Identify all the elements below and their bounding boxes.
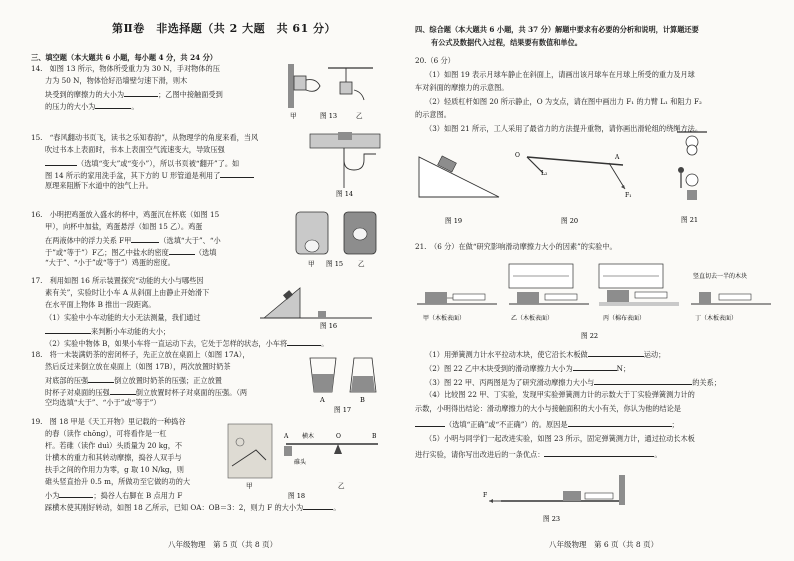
right-page: 四、综合题（本大题共 6 小题，共 37 分）解题中要求有必要的分析和说明，计算题还要 有公式及数据代入过程，结果要有数值和单位。 20.（6 分） （1）如图 19 表示月球车静止在斜面上，请画出该月球车在月球上所受的重力及月球 车对斜面的摩擦力的示意图。 （2）轻质杠杆如图 20 所示静止，O 为支点，请在图中画出力 F₁ 的力臂 L₁ 和阻力 F₂ 的示意图。 （3）如图 21 所示，工人采用了最省力的方法提升重物，请你画出滑轮组的绕绳方法。 图 19 O L₂ A F₁ 图 20 图 21 21. （6 分）在做“研究影响滑动摩擦力大小的因素”的实验中。 竖直切去一半的木块 甲（木板表面） 乙（木板表面） 丙（棉布表面） 丁（木板表面） 图 22 （1）用弹簧测力计水平拉动木块，使它沿长木板做 运动； （2）图 22 乙中木块受到的滑动摩擦力大小为 N； （3）图 22 甲、丙两图是为了研究滑动摩擦力大小与 的关系； （4）比较图 22 甲、丁实验，发现甲实验弹簧测力计的示数大于丁实验弹簧测力计的 示数，小明得出结论：滑动摩擦力的大小与接触面积的大小有关，你认为他的结论是 （选填“正确”或“不正确”）的。原因是 ； （5）小明与同学们一起改进实验，如图 23 所示，固定弹簧测力计，通过拉动长木板 进行实验，请你写出改进后的一条优点： 。 F 图 23 八年级物理 第 6 页（共 8 页） [397, 0, 794, 561]
spring-scale [635, 292, 667, 298]
point-o: O [515, 152, 520, 159]
q17-line: 。 [321, 339, 329, 348]
figure-23 [483, 465, 639, 525]
q15-blank-1[interactable] [45, 157, 77, 166]
q15-line: 吹过书本上表面时，书本上表面空气流速变大，导致压强 [45, 145, 225, 154]
q17-line: 来判断小车动能的大小； [91, 327, 171, 336]
q18-blank-2[interactable] [110, 386, 136, 395]
q14-line: 力为 50 N，物体恰好沿墙壁匀速下滑，则木 [45, 76, 188, 85]
q21-line: ； [671, 420, 679, 429]
figure-16 [260, 278, 380, 330]
figure-18 [226, 420, 386, 498]
fixed-pulley-2 [687, 145, 697, 155]
figure-22 [415, 256, 775, 346]
fig13-label-yi: 乙 [356, 112, 363, 120]
lever [527, 157, 623, 165]
q18-line: 对底部的压强 [45, 376, 89, 385]
q21-title: 21. （6 分）在做“研究影响滑动摩擦力大小的因素”的实验中。 [415, 242, 617, 251]
q18-line: 时杯子对桌面的压强 [45, 388, 110, 397]
label-f: F [483, 492, 488, 499]
caption-yi: 乙（木板表面） [511, 315, 554, 322]
q19-line: 小为 [45, 491, 60, 500]
q20-line: 车对斜面的摩擦力的示意图。 [415, 83, 509, 92]
wall [288, 64, 294, 108]
q15-line: 15. “春风翻动书页飞，读书之乐知春韵”，从物理学的角度来看，当风 [31, 133, 259, 142]
q17-line: 17. 利用如图 16 所示装置探究“动能的大小与哪些因 [31, 276, 204, 285]
fig20-label: 图 20 [561, 217, 579, 225]
figure-14 [308, 132, 383, 200]
q17-line: 在水平面上物体 B 推出一段距离。 [45, 300, 156, 309]
q16-line: 16. 小明把鸡蛋放入盛水的杯中，鸡蛋沉在杯底（如图 15 [31, 210, 220, 219]
q19-line: 踩横木使其刚好转动，如图 18 乙所示，已知 OA：OB＝3：2，则力 F 的大小为 [45, 503, 304, 512]
ancient-illustration [228, 424, 272, 478]
q21-blank-4[interactable] [415, 418, 445, 427]
figure-13 [278, 62, 378, 122]
force-f1 [609, 163, 625, 189]
figure-15 [290, 208, 390, 270]
left-page: 第Ⅱ卷 非选择题（共 2 大题 共 61 分） 三、填空题（本大题共 6 小题，每小题 4 分，共 24 分） 14. 如图 13 所示，物体所受重力为 30 N，手对物体的压 力为 50 N，物体恰好沿墙壁匀速下滑，则木 块受到的摩擦力的大小为 ；乙图中接触面受到 的压力的大小为 。 甲 图 13 乙 15. “春风翻动书页飞，读书之乐知春韵”，从物理学的角度来看，当风 吹过书本上表面时，书本上表面空气流速变大，导致压强 （选填“变大”或“变小”），所以书页被“翻开”了。如 图 14 所示的家用洗手盆，其下方的 U 形管道是利用了 原理来阻断下水道中的浊气上升。 图 14 16. 小明把鸡蛋放入盛水的杯中，鸡蛋沉在杯底（如图 15 甲），向杯中加盐，鸡蛋悬浮（如图 15 乙）。鸡蛋 在两液体中的浮力关系 F甲 （选填“大于”、“小 于”或“等于”）F乙；图乙中盐水的密度 （选填 “大于”、“小于”或“等于”）鸡蛋的密度。 甲 图 15 乙 17. 利用如图 16 所示装置探究“动能的大小与哪些因 素有关”，实验时让小车 A 从斜面上由静止开始滑下 在水平面上物体 B 推出一段距离。 （1）实验中小车动能的大小无法测量，我们通过 来判断小车动能的大小； （2）实验中物体 B，如果小车将一直运动下去，它处于怎样的状态，小车将 。 图 16 18. 将一未装满奶茶的密闭杯子，先正立放在桌面上（如图 17A）， 然后反过来倒立放在桌面上（如图 17B），两次放置时奶茶 对底部的压强 倒立放置时奶茶的压强；正立放置 时杯子对桌面的压强 倒立放置时杯子对桌面的压强。（两 空均选填“大于”、“小于”或“等于”） A 图 17 B 19. 图 18 甲是《天工开物》里记载的一种捣谷 的舂（读作 chōng），可将看作是一杠 杆。若碓（读作 duì）头质量为 20 kg，不 计横木的重力和其转动摩擦，捣谷人双手与 扶手之间的作用力为零，g 取 10 N/kg，则 碓头竖直抬升 0.5 m，所做功至它做的功的大 小为 ；捣谷人右脚在 B 点用力 F 踩横木使其刚好转动，如图 18 乙所示，已知 OA：OB＝3：2，则力 F 的大小为 。 A O B 横木 碓头 甲 图 18 乙 八年级物理 第 5 页（共 8 页） [0, 0, 397, 561]
q19-line: 19. 图 18 甲是《天工开物》里记载的一种捣谷 [31, 417, 186, 426]
q19-line: 杆。若碓（读作 duì）头质量为 20 kg，不 [45, 441, 183, 450]
q16-line: （选填 [194, 248, 217, 257]
q20-line: （2）轻质杠杆如图 20 所示静止，O 为支点，请在图中画出力 F₁ 的力臂 L₁ 和阻力 F₂ [425, 97, 702, 106]
section-title: 第Ⅱ卷 非选择题（共 2 大题 共 61 分） [112, 22, 337, 35]
q21-line: （1）用弹簧测力计水平拉动木块，使它沿长木板做 [425, 350, 588, 359]
q14-line: 的压力的大小为 [45, 102, 96, 111]
q18-line: 倒立放置时杯子对桌面的压强。（两 [135, 388, 248, 397]
arrow-head-icon [489, 499, 493, 503]
fig21-label: 图 21 [681, 216, 699, 224]
figure-19 [415, 145, 515, 225]
weight [687, 190, 697, 200]
slope [419, 157, 499, 197]
q21-blank-1[interactable] [588, 348, 644, 357]
fig17-label: 图 17 [334, 406, 352, 414]
point-a: A [615, 154, 620, 161]
point-a: A [284, 433, 289, 440]
q16-blank-1[interactable] [131, 234, 159, 243]
q21-line: 运动； [643, 350, 666, 359]
block-b [340, 82, 352, 94]
q15-line: 原理来阻断下水道中的浊气上升。 [45, 181, 153, 190]
q18-blank-1[interactable] [88, 374, 114, 383]
tea-a [312, 374, 334, 392]
block-b [318, 311, 326, 318]
ramp [264, 288, 300, 318]
point-b: B [372, 433, 377, 440]
fig18-label-yi: 乙 [338, 482, 345, 490]
hand-icon [354, 90, 364, 100]
q19-line: 扶手之间的作用力为零，g 取 10 N/kg，则 [45, 465, 184, 474]
tea-b [351, 376, 375, 392]
q21-line: 示数，小明得出结论：滑动摩擦力的大小与接触面积的大小有关，你认为他的结论是 [415, 404, 681, 413]
q21-line: （5）小明与同学们一起改进实验，如图 23 所示，固定弹簧测力计，通过拉动长木板 [425, 434, 695, 443]
q21-line: （2）图 22 乙中木块受到的滑动摩擦力大小为 [425, 364, 573, 373]
q18-line: 然后反过来倒立放在桌面上（如图 17B），两次放置时奶茶 [45, 362, 231, 371]
point-o: O [336, 433, 341, 440]
caption-ding: 丁（木板表面） [695, 315, 738, 322]
fig17-label-a: A [320, 396, 325, 404]
q16-line: 甲），向杯中加盐，鸡蛋悬浮（如图 15 乙）。鸡蛋 [45, 222, 203, 231]
q16-line: （选填“大于”、“小 [159, 236, 221, 245]
wall [619, 475, 625, 505]
cut-block-label: 竖直切去一半的木块 [693, 273, 748, 280]
half-block [699, 292, 711, 304]
q15-blank-2[interactable] [220, 169, 254, 178]
spring-scale [719, 294, 751, 300]
q19-line: 的舂（读作 chōng），可将看作是一杠 [45, 429, 167, 438]
fig14-label: 图 14 [336, 190, 354, 198]
fig23-label: 图 23 [543, 515, 561, 523]
fig13-label-jia: 甲 [290, 112, 297, 120]
fig15-label: 图 15 [326, 260, 344, 268]
q17-line: （1）实验中小车动能的大小无法测量，我们通过 [45, 313, 201, 322]
q21-blank-3[interactable] [594, 376, 692, 385]
q15-line: 图 14 所示的家用洗手盆，其下方的 U 形管道是利用了 [45, 171, 221, 180]
fig19-label: 图 19 [445, 217, 463, 225]
q15-line: （选填“变大”或“变小”），所以书页被“翻开”了。如 [77, 159, 240, 168]
wood-block [563, 491, 581, 501]
egg-jia [305, 240, 319, 252]
egg-yi [353, 228, 367, 240]
figure-20 [513, 145, 643, 225]
spring-scale [453, 294, 485, 300]
q18-line: 倒立放置时奶茶的压强；正立放置 [114, 376, 222, 385]
fig15-label-yi: 乙 [358, 260, 365, 268]
q19-line: 计横木的重力和其转动摩擦，捣谷人双手与 [45, 453, 182, 462]
faucet [338, 132, 352, 140]
part4-heading: 四、综合题（本大题共 6 小题，共 37 分）解题中要求有必要的分析和说明，计算题还要 [415, 25, 699, 34]
label-l2: L₂ [541, 170, 548, 177]
figure-21 [667, 130, 717, 225]
fig15-label-jia: 甲 [308, 260, 315, 268]
q20-line: （1）如图 19 表示月球车静止在斜面上，请画出该月球车在月球上所受的重力及月球 [425, 70, 695, 79]
q16-line: 于”或“等于”）F乙；图乙中盐水的密度 [45, 248, 169, 257]
q16-line: “大于”、“小于”或“等于”）鸡蛋的密度。 [45, 258, 175, 267]
q19-line: ；捣谷人右脚在 B 点用力 F [93, 491, 183, 500]
fig17-label-b: B [360, 396, 365, 404]
movable-pulley [686, 174, 698, 186]
label-pestle: 碓头 [294, 459, 307, 466]
fig18-label-jia: 甲 [246, 482, 253, 490]
q20-line: （3）如图 21 所示，工人采用了最省力的方法提升重物，请你画出滑轮组的绕绳方法。 [425, 124, 703, 133]
q19-blank-2[interactable] [303, 501, 333, 510]
footer: 八年级物理 第 6 页（共 8 页） [549, 540, 659, 549]
q14-line: 块受到的摩擦力的大小为 [45, 90, 125, 99]
u-pipe [344, 148, 376, 170]
fulcrum [334, 444, 342, 454]
pestle-head [284, 446, 292, 456]
q20-line: 的示意图。 [415, 110, 451, 119]
hand-icon [306, 80, 320, 92]
q17-line: 素有关”，实验时让小车 A 从斜面上由静止开始滑下 [45, 288, 210, 297]
caption-jia: 甲（木板表面） [423, 315, 466, 322]
wood-block [607, 290, 629, 302]
q17-blank-1[interactable] [45, 325, 91, 334]
caption-bing: 丙（棉布表面） [603, 315, 646, 322]
q19-blank-1[interactable] [59, 489, 93, 498]
q19-line: 碓头竖直抬升 0.5 m，所做功至它做的功的大 [45, 477, 191, 486]
fig18-label: 图 18 [288, 492, 306, 500]
q17-line: （2）实验中物体 B，如果小车将一直运动下去，它处于怎样的状态，小车将 [45, 339, 288, 348]
q20-title: 20.（6 分） [415, 56, 455, 65]
q21-line: （4）比较图 22 甲、丁实验，发现甲实验弹簧测力计的示数大于丁实验弹簧测力计的 [425, 390, 695, 399]
q14-blank-2[interactable] [95, 100, 131, 109]
q21-blank-5[interactable] [568, 418, 672, 427]
part4-heading-2: 有公式及数据代入过程，结果要有数值和单位。 [431, 38, 582, 47]
q17-blank-2[interactable] [287, 337, 321, 346]
q21-line: 的关系； [692, 378, 721, 387]
part3-heading: 三、填空题（本大题共 6 小题，每小题 4 分，共 24 分） [31, 53, 217, 62]
fig13-label: 图 13 [320, 112, 338, 120]
fig16-label: 图 16 [320, 322, 338, 330]
wood-block [517, 292, 539, 304]
q21-line: N； [616, 364, 631, 373]
block [294, 76, 306, 90]
q21-blank-2[interactable] [573, 362, 617, 371]
q21-line: （3）图 22 甲、丙两图是为了研究滑动摩擦力大小与 [425, 378, 595, 387]
q18-line: 18. 将一未装满奶茶的密闭杯子，先正立放在桌面上（如图 17A）， [31, 350, 250, 359]
setup-jia [417, 292, 497, 304]
footer: 八年级物理 第 5 页（共 8 页） [168, 540, 278, 549]
worker-head [678, 167, 684, 173]
q14-line: ；乙图中接触面受到 [158, 90, 223, 99]
setup-ding [691, 292, 771, 304]
q16-line: 在两液体中的浮力关系 F甲 [45, 236, 132, 245]
label-crossbar: 横木 [302, 433, 315, 440]
fig22-label: 图 22 [581, 332, 599, 340]
setup-bing [599, 264, 679, 306]
wood-block [425, 292, 447, 304]
q16-blank-2[interactable] [169, 246, 195, 255]
q18-line: 空均选填“大于”、“小于”或“等于”） [45, 398, 161, 407]
q21-line: 进行实验，请你写出改进后的一条优点： [415, 450, 545, 459]
spring-scale [545, 294, 577, 300]
q21-blank-6[interactable] [544, 448, 654, 457]
label-f1: F₁ [625, 192, 632, 199]
spring-scale [585, 493, 613, 499]
q14-line: 14. 如图 13 所示，物体所受重力为 30 N，手对物体的压 [31, 64, 220, 73]
q14-blank-1[interactable] [124, 88, 158, 97]
figure-17 [306, 352, 386, 414]
q21-line: （选填“正确”或“不正确”）的。原因是 [445, 420, 568, 429]
cotton-cloth [599, 302, 679, 306]
setup-yi [509, 264, 589, 304]
